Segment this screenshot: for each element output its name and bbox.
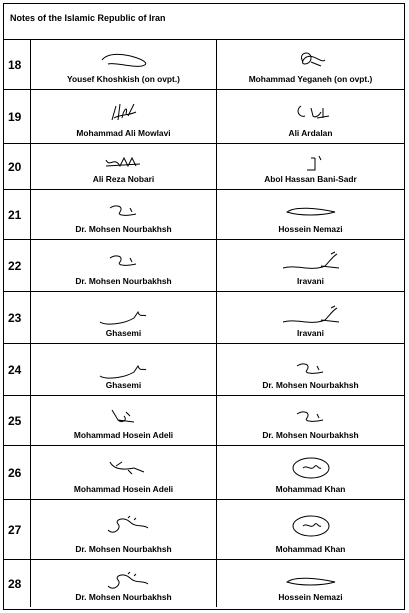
signatory-name: Mohammad Khan: [275, 484, 346, 494]
signature-image: [94, 358, 154, 380]
signatory-name: Dr. Mohsen Nourbakhsh: [262, 380, 359, 390]
signature-image: [281, 100, 341, 122]
signature-cell-left: [31, 144, 217, 189]
signature-image: [281, 456, 341, 478]
signatory-name: Ali Ardalan: [288, 128, 333, 138]
signatory-name: Dr. Mohsen Nourbakhsh: [75, 276, 172, 286]
row-number: 27: [4, 500, 31, 559]
signatory-name: Ghasemi: [105, 328, 142, 338]
table-row: [4, 190, 404, 240]
signature-image: [94, 514, 154, 536]
signature-table: [3, 3, 405, 610]
signature-image: [281, 152, 341, 174]
signatory-name: Mohammad Hosein Adeli: [73, 430, 174, 440]
signature-cell-right: [217, 396, 404, 445]
signatory-name: Hossein Nemazi: [278, 592, 343, 602]
signatory-name: Mohammad Yeganeh (on ovpt.): [248, 74, 373, 84]
document-title: Notes of the Islamic Republic of Iran: [4, 4, 404, 40]
table-row: [4, 292, 404, 344]
signature-cell-left: [31, 90, 217, 143]
signature-image: [281, 48, 341, 70]
signature-cell-left: [31, 40, 217, 89]
table-row: [4, 344, 404, 396]
signature-cell-right: [217, 500, 404, 559]
signature-cell-left: [31, 190, 217, 239]
signatory-name: Ghasemi: [105, 380, 142, 390]
table-row: [4, 40, 404, 90]
signatory-name: Mohammad Ali Mowlavi: [76, 128, 171, 138]
signature-image: [94, 250, 154, 272]
signature-image: [94, 48, 154, 70]
signature-cell-right: [217, 240, 404, 291]
row-number: 19: [4, 90, 31, 143]
signature-cell-left: [31, 396, 217, 445]
signatory-name: Iravani: [296, 276, 324, 286]
signature-image: [281, 406, 341, 428]
signature-image: [94, 152, 154, 174]
table-row: [4, 90, 404, 144]
signature-image: [281, 358, 341, 380]
row-number: 18: [4, 40, 31, 89]
row-number: 20: [4, 144, 31, 189]
signature-image: [281, 200, 341, 222]
signatory-name: Mohammad Hosein Adeli: [73, 484, 174, 494]
signature-cell-right: [217, 190, 404, 239]
table-row: [4, 500, 404, 560]
signature-cell-left: [31, 292, 217, 343]
signature-rows: [4, 40, 404, 607]
signatory-name: Yousef Khoshkish (on ovpt.): [67, 74, 180, 84]
signature-cell-right: [217, 292, 404, 343]
table-row: [4, 396, 404, 446]
table-row: [4, 144, 404, 190]
signatory-name: Hossein Nemazi: [278, 224, 343, 234]
signature-image: [281, 304, 341, 326]
signature-cell-right: [217, 90, 404, 143]
row-number: 28: [4, 560, 31, 607]
row-number: 22: [4, 240, 31, 291]
signature-image: [94, 570, 154, 592]
signature-image: [281, 570, 341, 592]
signatory-name: Mohammad Khan: [275, 544, 346, 554]
signature-image: [94, 406, 154, 428]
signatory-name: Iravani: [296, 328, 324, 338]
signature-image: [281, 514, 341, 536]
signatory-name: Abol Hassan Bani-Sadr: [264, 174, 357, 184]
table-row: [4, 240, 404, 292]
row-number: 25: [4, 396, 31, 445]
signatory-name: Dr. Mohsen Nourbakhsh: [75, 224, 172, 234]
row-number: 21: [4, 190, 31, 239]
signature-cell-right: [217, 144, 404, 189]
signature-image: [94, 456, 154, 478]
signature-cell-right: [217, 446, 404, 499]
row-number: 26: [4, 446, 31, 499]
signature-cell-right: [217, 40, 404, 89]
signatory-name: Ali Reza Nobari: [92, 174, 155, 184]
signature-cell-left: [31, 240, 217, 291]
signature-cell-right: [217, 344, 404, 395]
signature-image: [94, 200, 154, 222]
signatory-name: Dr. Mohsen Nourbakhsh: [75, 592, 172, 602]
signatory-name: Dr. Mohsen Nourbakhsh: [75, 544, 172, 554]
signature-cell-left: [31, 500, 217, 559]
signature-cell-left: [31, 560, 217, 607]
table-row: [4, 446, 404, 500]
signature-cell-left: [31, 344, 217, 395]
signature-image: [94, 304, 154, 326]
signature-image: [94, 100, 154, 122]
signature-cell-right: [217, 560, 404, 607]
signatory-name: Dr. Mohsen Nourbakhsh: [262, 430, 359, 440]
signature-image: [281, 250, 341, 272]
signature-cell-left: [31, 446, 217, 499]
row-number: 23: [4, 292, 31, 343]
row-number: 24: [4, 344, 31, 395]
table-row: [4, 560, 404, 607]
